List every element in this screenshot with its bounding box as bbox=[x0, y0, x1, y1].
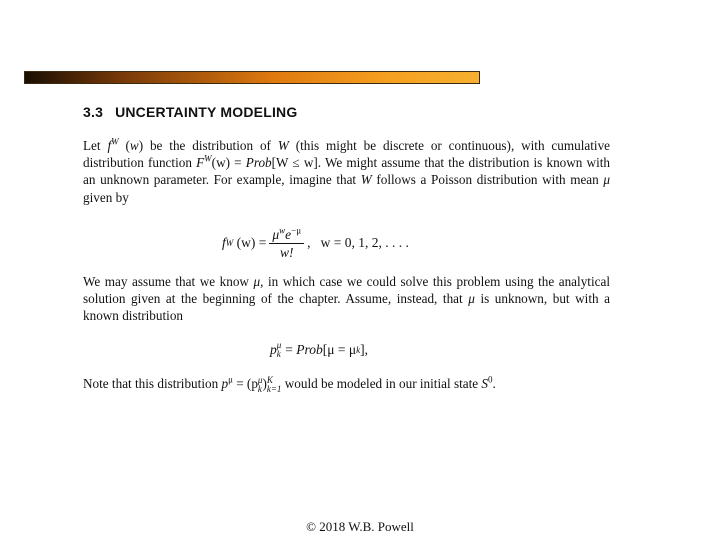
title-gradient-bar bbox=[24, 71, 480, 84]
section-number: 3.3 bbox=[83, 104, 104, 120]
prior-distribution-equation: p μ k = Prob [μ = μ k ], bbox=[270, 340, 368, 359]
poisson-fraction: $\frac{\mu^we^{-\mu}}{w!}$ bbox=[269, 227, 304, 260]
paragraph-unknown-mean: We may assume that we know μ, in which case we could solve this problem using the analytical solution given at the beginning of the chapter. Assume, instead, that μ is unknown, but with a known distribution bbox=[83, 274, 611, 324]
copyright-footer: © 2018 W.B. Powell bbox=[306, 519, 414, 534]
paragraph-initial-state: Note that this distribution $p^\mu = (p$ μ k ) K k=1 would be modeled in our initial state $S^0$. bbox=[83, 374, 496, 394]
paragraph-distribution: Let $f^W$ (w) be the distribution of W (this might be discrete or continuous), with cumulative distribution function $F^W(w)$ = Prob[W ≤ w]. We might assume that the distribution is known with an unknown parameter. For example, imagine that W follows a Poisson distribution with mean μ given by bbox=[83, 136, 611, 205]
section-heading bbox=[83, 104, 297, 120]
poisson-equation: f W (w) = $\frac{\mu^we^{-\mu}}{w!}$ , w = 0, 1, 2, . . . . bbox=[222, 225, 409, 260]
section-title: UNCERTAINTY MODELING bbox=[115, 104, 298, 120]
